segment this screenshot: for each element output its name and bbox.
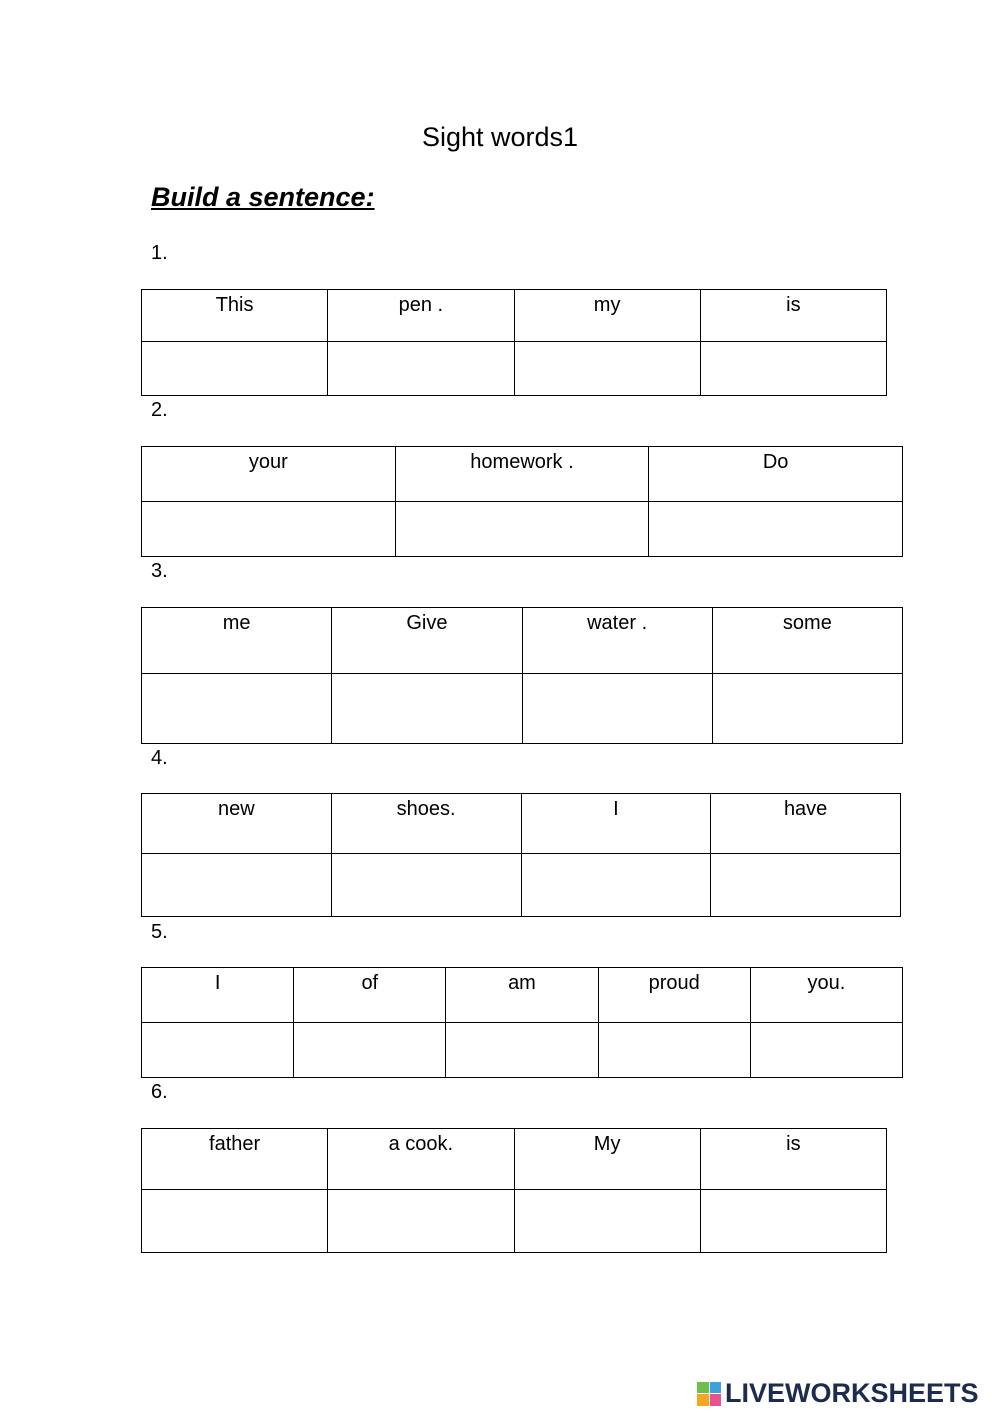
answer-cell[interactable] [331,854,521,917]
answer-cell[interactable] [522,674,712,744]
exercise-table-2 [141,446,903,557]
liveworksheets-logo[interactable] [697,1378,979,1409]
answer-cell[interactable] [598,1023,750,1078]
word-cell: I [142,968,294,1023]
word-cell: I [521,794,711,854]
answer-cell[interactable] [711,854,901,917]
word-cell: Do [649,447,903,502]
exercise-number-2: 2. [151,399,168,421]
exercise-table-3 [141,607,903,744]
liveworksheets-logo-icon [697,1382,721,1406]
word-cell: is [700,290,886,342]
exercise-number-5: 5. [151,921,168,943]
exercise-number-1: 1. [151,242,168,264]
word-cell: shoes. [331,794,521,854]
word-cell: a cook. [328,1129,514,1190]
exercise-table-5 [141,967,903,1078]
answer-cell[interactable] [142,502,396,557]
word-cell: you. [750,968,902,1023]
answer-cell[interactable] [649,502,903,557]
exercise-table-1 [141,289,887,396]
word-cell: water . [522,608,712,674]
word-cell: is [700,1129,886,1190]
exercise-table-6 [141,1128,887,1253]
exercise-table-4 [141,793,901,917]
word-cell: of [294,968,446,1023]
exercise-number-6: 6. [151,1081,168,1103]
answer-cell[interactable] [514,1190,700,1253]
answer-cell[interactable] [294,1023,446,1078]
answer-cell[interactable] [142,854,332,917]
word-cell: homework . [395,447,649,502]
exercise-number-4: 4. [151,747,168,769]
answer-cell[interactable] [142,674,332,744]
section-heading: Build a sentence: [151,182,375,212]
word-cell: your [142,447,396,502]
word-cell: some [712,608,902,674]
answer-cell[interactable] [712,674,902,744]
word-cell: This [142,290,328,342]
answer-cell[interactable] [142,342,328,396]
word-cell: me [142,608,332,674]
answer-cell[interactable] [521,854,711,917]
answer-cell[interactable] [142,1023,294,1078]
answer-cell[interactable] [446,1023,598,1078]
answer-cell[interactable] [142,1190,328,1253]
answer-cell[interactable] [700,342,886,396]
word-cell: proud [598,968,750,1023]
word-cell: Give [332,608,522,674]
word-cell: pen . [328,290,514,342]
answer-cell[interactable] [514,342,700,396]
answer-cell[interactable] [328,1190,514,1253]
answer-cell[interactable] [700,1190,886,1253]
answer-cell[interactable] [332,674,522,744]
answer-cell[interactable] [395,502,649,557]
word-cell: my [514,290,700,342]
exercise-number-3: 3. [151,560,168,582]
word-cell: have [711,794,901,854]
word-cell: am [446,968,598,1023]
word-cell: father [142,1129,328,1190]
word-cell: My [514,1129,700,1190]
page-title: Sight words1 [421,122,579,152]
answer-cell[interactable] [328,342,514,396]
word-cell: new [142,794,332,854]
brand-name: LIVEWORKSHEETS [725,1378,979,1408]
answer-cell[interactable] [750,1023,902,1078]
